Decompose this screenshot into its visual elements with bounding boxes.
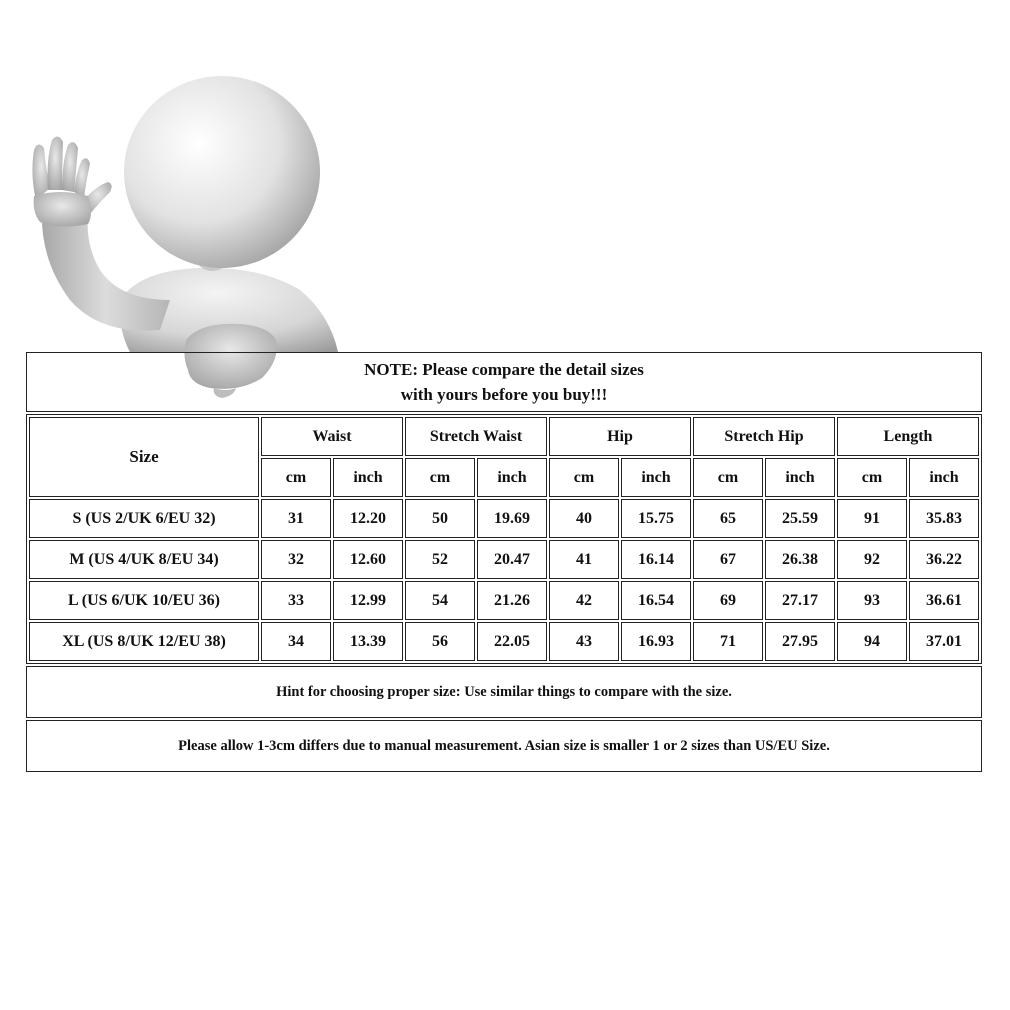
table-cell: 16.14 (621, 540, 691, 579)
unit-header: cm (261, 458, 331, 497)
unit-header: inch (909, 458, 979, 497)
table-cell: 37.01 (909, 622, 979, 661)
size-label: XL (US 8/UK 12/EU 38) (29, 622, 259, 661)
unit-header: inch (765, 458, 835, 497)
size-label: S (US 2/UK 6/EU 32) (29, 499, 259, 538)
waving-person-illustration (0, 0, 420, 400)
size-chart (26, 352, 982, 772)
table-cell: 92 (837, 540, 907, 579)
table-cell: 21.26 (477, 581, 547, 620)
table-cell: 52 (405, 540, 475, 579)
table-cell: 26.38 (765, 540, 835, 579)
group-header-waist: Waist (261, 417, 403, 456)
disclaimer-text: Please allow 1-3cm differs due to manual measurement. Asian size is smaller 1 or 2 sizes than US/EU Size. (178, 737, 830, 754)
size-table (26, 414, 982, 664)
table-group-header-row (29, 417, 979, 456)
table-cell: 43 (549, 622, 619, 661)
table-cell: 50 (405, 499, 475, 538)
hint-text: Hint for choosing proper size: Use similar things to compare with the size. (276, 683, 732, 700)
table-cell: 16.93 (621, 622, 691, 661)
table-cell: 16.54 (621, 581, 691, 620)
size-label: M (US 4/UK 8/EU 34) (29, 540, 259, 579)
table-cell: 93 (837, 581, 907, 620)
disclaimer-box (26, 720, 982, 772)
table-cell: 40 (549, 499, 619, 538)
table-cell: 67 (693, 540, 763, 579)
figure-head (124, 76, 320, 268)
table-cell: 20.47 (477, 540, 547, 579)
unit-header: cm (837, 458, 907, 497)
size-label: L (US 6/UK 10/EU 36) (29, 581, 259, 620)
table-cell: 32 (261, 540, 331, 579)
unit-header: inch (333, 458, 403, 497)
table-row (29, 622, 979, 661)
table-cell: 36.22 (909, 540, 979, 579)
table-cell: 69 (693, 581, 763, 620)
table-cell: 41 (549, 540, 619, 579)
figure-hand (32, 136, 111, 226)
unit-header: cm (549, 458, 619, 497)
table-cell: 94 (837, 622, 907, 661)
table-cell: 34 (261, 622, 331, 661)
table-cell: 12.20 (333, 499, 403, 538)
table-cell: 13.39 (333, 622, 403, 661)
table-cell: 27.95 (765, 622, 835, 661)
table-cell: 36.61 (909, 581, 979, 620)
size-column-header: Size (29, 417, 259, 497)
group-header-hip: Hip (549, 417, 691, 456)
table-cell: 54 (405, 581, 475, 620)
table-cell: 19.69 (477, 499, 547, 538)
table-cell: 31 (261, 499, 331, 538)
unit-header: inch (621, 458, 691, 497)
table-cell: 35.83 (909, 499, 979, 538)
note-box (26, 352, 982, 412)
hint-box (26, 666, 982, 718)
note-line-1: NOTE: Please compare the detail sizes (364, 360, 644, 379)
table-cell: 12.60 (333, 540, 403, 579)
table-cell: 22.05 (477, 622, 547, 661)
table-cell: 15.75 (621, 499, 691, 538)
table-cell: 42 (549, 581, 619, 620)
group-header-length: Length (837, 417, 979, 456)
table-row (29, 540, 979, 579)
table-cell: 91 (837, 499, 907, 538)
table-cell: 56 (405, 622, 475, 661)
table-cell: 33 (261, 581, 331, 620)
table-cell: 65 (693, 499, 763, 538)
table-cell: 25.59 (765, 499, 835, 538)
table-cell: 71 (693, 622, 763, 661)
unit-header: cm (405, 458, 475, 497)
group-header-stretch-hip: Stretch Hip (693, 417, 835, 456)
table-row (29, 581, 979, 620)
table-cell: 27.17 (765, 581, 835, 620)
unit-header: cm (693, 458, 763, 497)
note-line-2: with yours before you buy!!! (400, 385, 608, 404)
group-header-stretch-waist: Stretch Waist (405, 417, 547, 456)
table-row (29, 499, 979, 538)
table-cell: 12.99 (333, 581, 403, 620)
unit-header: inch (477, 458, 547, 497)
